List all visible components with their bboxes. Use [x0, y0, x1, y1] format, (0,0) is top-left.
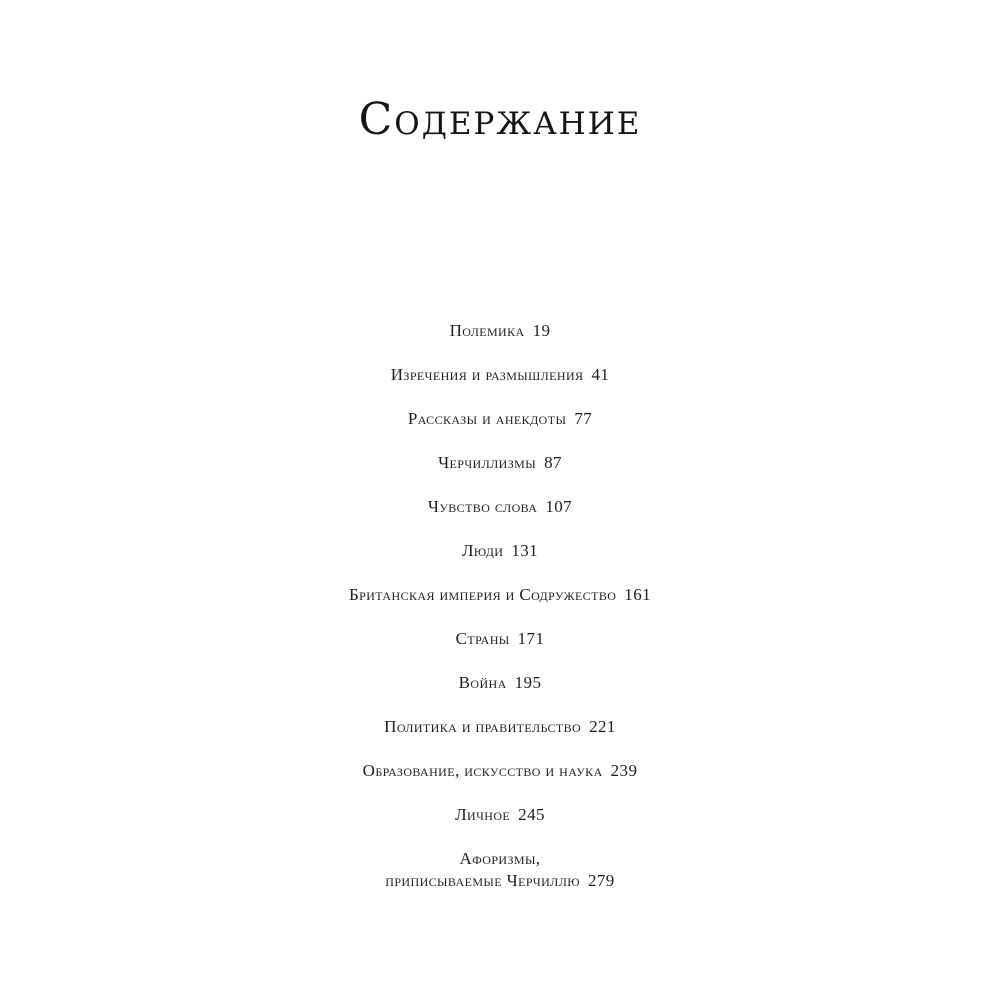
toc-entry-war	[0, 672, 1000, 716]
toc-entry-page-number: 279	[588, 871, 615, 890]
toc-entry-page-number: 195	[514, 673, 542, 692]
toc-entry-politics	[0, 716, 1000, 760]
toc-entry-label: Образование, искусство и наука	[362, 761, 603, 780]
toc-entry-page-number: 87	[544, 453, 562, 472]
toc-entry-polemics	[0, 320, 1000, 364]
toc-entry-label: Полемика	[449, 321, 525, 340]
toc-entry-label: Черчиллизмы	[438, 453, 537, 472]
toc-entry-page-number: 77	[574, 409, 593, 428]
toc-entry-page-number: 19	[532, 321, 551, 340]
toc-entry-label-line1: Афоризмы,	[459, 849, 541, 868]
toc-entry-label: Рассказы и анекдоты	[407, 409, 567, 428]
toc-entry-stories	[0, 408, 1000, 452]
toc-entry-label-line2: приписываемые Черчиллю	[385, 871, 580, 890]
toc-entry-page-number: 131	[511, 541, 539, 560]
page-title: Содержание	[358, 94, 642, 145]
toc-entry-label: Изречения и размышления	[390, 365, 584, 384]
toc-entry-label: Чувство слова	[427, 497, 538, 516]
toc-entry-label: Страны	[455, 629, 510, 648]
toc-entry-aphorisms	[0, 848, 1000, 892]
toc-entry-page-number: 107	[545, 497, 573, 516]
toc-entry-churchillisms	[0, 452, 1000, 496]
toc-entry-countries	[0, 628, 1000, 672]
toc-entry-label: Война	[458, 673, 507, 692]
toc-entry-page-number: 171	[517, 629, 545, 648]
toc-entry-page-number: 239	[610, 761, 638, 780]
table-of-contents	[0, 320, 1000, 892]
toc-entry-label-line2-wrapper	[0, 870, 1000, 892]
toc-entry-page-number: 221	[589, 717, 616, 736]
toc-entry-page-number: 245	[518, 805, 545, 824]
toc-entry-page-number: 161	[624, 585, 651, 604]
toc-entry-page-number: 41	[591, 365, 610, 384]
toc-entry-label: Политика и правительство	[384, 717, 582, 736]
toc-entry-personal	[0, 804, 1000, 848]
toc-entry-british-empire	[0, 584, 1000, 628]
toc-entry-label: Британская империя и Содружество	[349, 585, 617, 604]
toc-entry-education	[0, 760, 1000, 804]
toc-entry-label: Личное	[455, 805, 511, 824]
toc-entry-label: Люди	[461, 541, 504, 560]
toc-entry-people	[0, 540, 1000, 584]
toc-entry-sayings	[0, 364, 1000, 408]
toc-entry-sense-of-words	[0, 496, 1000, 540]
